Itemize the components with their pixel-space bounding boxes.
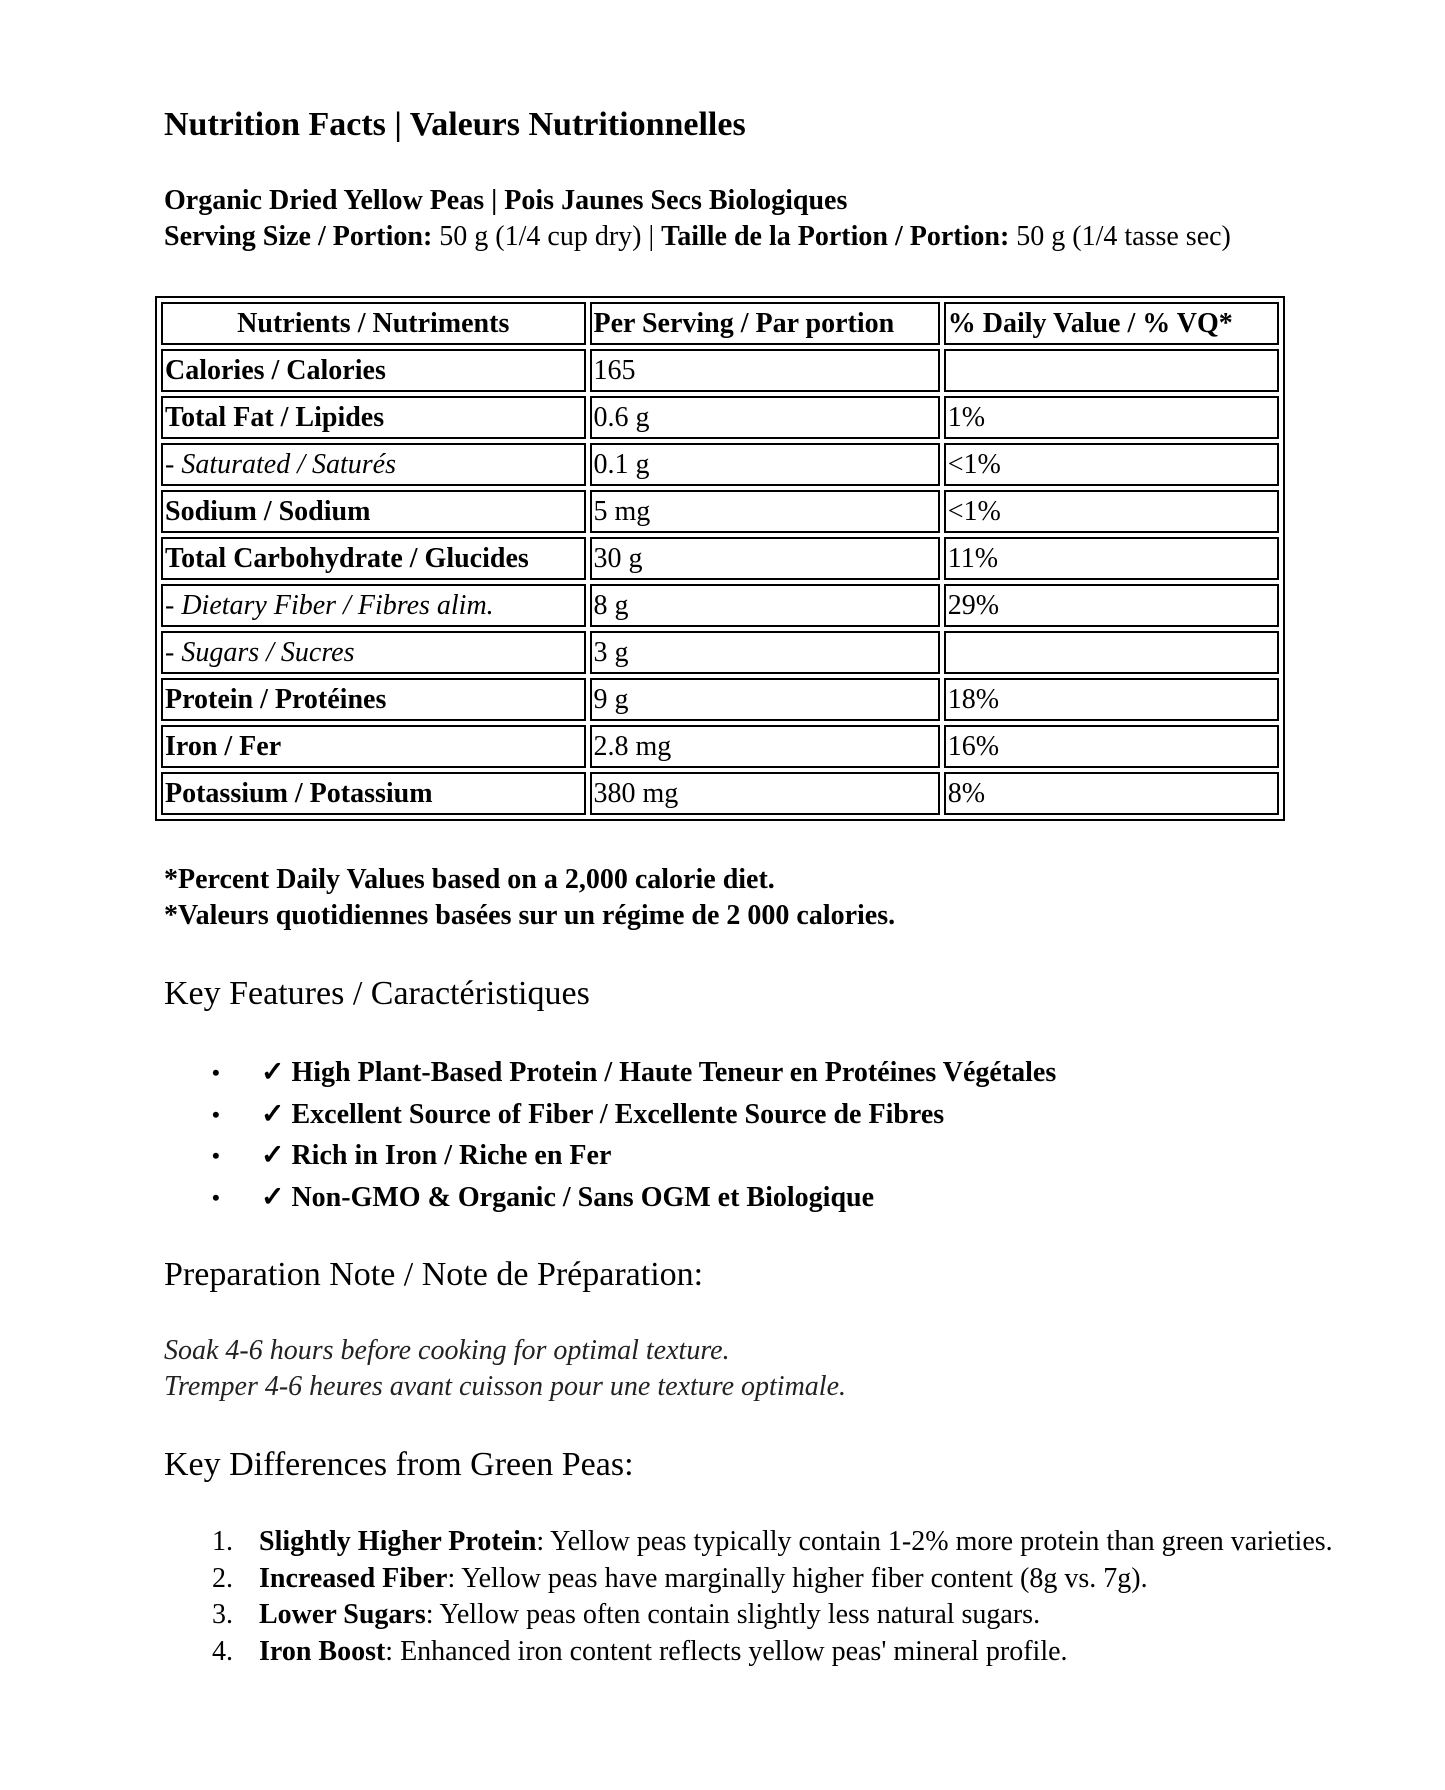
bullet-icon: • (212, 1184, 220, 1210)
item-number: 1. (212, 1526, 233, 1557)
nutrient-amount: 0.6 g (590, 396, 940, 439)
nutrient-dv: 8% (944, 772, 1279, 815)
nutrient-dv: 18% (944, 678, 1279, 721)
item-text: : Yellow peas often contain slightly less natural sugars. (425, 1599, 1041, 1630)
nutrient-amount: 30 g (590, 537, 940, 580)
list-item (164, 1524, 1384, 1561)
table-row (161, 443, 1279, 486)
table-header-row (161, 302, 1279, 345)
item-text: : Yellow peas have marginally higher fiber content (8g vs. 7g). (447, 1562, 1148, 1594)
nutrient-dv (944, 631, 1279, 674)
serving-value-en: 50 g (1/4 cup dry) | (432, 221, 662, 252)
feature-text: ✓ Excellent Source of Fiber / Excellente Source de Fibres (261, 1098, 945, 1130)
table-row (161, 772, 1279, 815)
item-term: Iron Boost (259, 1635, 386, 1667)
features-list (164, 1052, 1056, 1218)
serving-value-fr: 50 g (1/4 tasse sec) (1009, 221, 1231, 252)
bullet-icon: • (212, 1143, 220, 1168)
table-row (161, 537, 1279, 580)
nutrient-name: Protein / Protéines (161, 678, 586, 721)
list-item (164, 1177, 1056, 1219)
nutrient-amount: 2.8 mg (590, 725, 940, 768)
nutrient-amount: 0.1 g (590, 443, 940, 486)
footnote-en: *Percent Daily Values based on a 2,000 calorie diet. (164, 864, 775, 895)
table-row (161, 678, 1279, 721)
footnote-fr: *Valeurs quotidiennes basées sur un régime de 2 000 calories. (164, 900, 896, 931)
nutrient-name: - Dietary Fiber / Fibres alim. (161, 584, 586, 627)
differences-heading: Key Differences from Green Peas: (164, 1446, 634, 1483)
feature-text: ✓ Non-GMO & Organic / Sans OGM et Biologique (261, 1181, 875, 1213)
list-item (164, 1634, 1384, 1671)
nutrient-amount: 380 mg (590, 772, 940, 815)
bullet-icon: • (212, 1101, 220, 1127)
nutrient-amount: 3 g (590, 631, 940, 674)
list-item (164, 1597, 1384, 1634)
nutrient-name: Potassium / Potassium (161, 772, 586, 815)
nutrient-dv (944, 349, 1279, 392)
features-heading: Key Features / Caractéristiques (164, 975, 590, 1012)
table-row (161, 490, 1279, 533)
page-title: Nutrition Facts | Valeurs Nutritionnelles (164, 106, 746, 143)
header-daily-value: % Daily Value / % VQ* (944, 302, 1279, 345)
nutrient-name: Total Fat / Lipides (161, 396, 586, 439)
nutrient-amount: 8 g (590, 584, 940, 627)
nutrient-name: Sodium / Sodium (161, 490, 586, 533)
list-item (164, 1561, 1384, 1598)
list-item (164, 1052, 1056, 1094)
nutrient-amount: 5 mg (590, 490, 940, 533)
table-row (161, 349, 1279, 392)
nutrient-dv: 29% (944, 584, 1279, 627)
list-item (164, 1135, 1056, 1177)
item-number: 4. (212, 1635, 233, 1667)
item-term: Increased Fiber (259, 1562, 448, 1594)
bullet-icon: • (212, 1060, 220, 1085)
table-row (161, 631, 1279, 674)
nutrient-name: - Saturated / Saturés (161, 443, 586, 486)
nutrient-dv: <1% (944, 490, 1279, 533)
header-nutrients: Nutrients / Nutriments (161, 302, 586, 345)
header-per-serving: Per Serving / Par portion (590, 302, 940, 345)
serving-label-en: Serving Size / Portion: (164, 221, 433, 252)
item-number: 2. (212, 1562, 233, 1594)
item-text: : Yellow peas typically contain 1-2% more protein than green varieties. (536, 1526, 1333, 1557)
nutrient-name: Calories / Calories (161, 349, 586, 392)
nutrient-amount: 9 g (590, 678, 940, 721)
product-name: Organic Dried Yellow Peas | Pois Jaunes Secs Biologiques (164, 185, 848, 216)
serving-label-fr: Taille de la Portion / Portion: (661, 221, 1010, 252)
table-row (161, 584, 1279, 627)
nutrition-table (155, 296, 1285, 821)
nutrient-name: Total Carbohydrate / Glucides (161, 537, 586, 580)
nutrient-amount: 165 (590, 349, 940, 392)
differences-list (164, 1524, 1384, 1670)
feature-text: ✓ Rich in Iron / Riche en Fer (261, 1140, 612, 1171)
nutrient-dv: 16% (944, 725, 1279, 768)
table-row (161, 725, 1279, 768)
nutrient-dv: <1% (944, 443, 1279, 486)
preparation-heading: Preparation Note / Note de Préparation: (164, 1256, 704, 1293)
nutrient-name: Iron / Fer (161, 725, 586, 768)
nutrient-name: - Sugars / Sucres (161, 631, 586, 674)
serving-size (164, 221, 1231, 253)
table-row (161, 396, 1279, 439)
item-number: 3. (212, 1599, 233, 1630)
preparation-note-fr: Tremper 4-6 heures avant cuisson pour une texture optimale. (164, 1371, 847, 1402)
item-text: : Enhanced iron content reflects yellow peas' mineral profile. (385, 1635, 1068, 1667)
list-item (164, 1094, 1056, 1136)
nutrient-dv: 11% (944, 537, 1279, 580)
preparation-note-en: Soak 4-6 hours before cooking for optimal texture. (164, 1335, 730, 1366)
item-term: Lower Sugars (259, 1599, 426, 1630)
feature-text: ✓ High Plant-Based Protein / Haute Teneur en Protéines Végétales (261, 1057, 1057, 1088)
item-term: Slightly Higher Protein (259, 1526, 537, 1557)
nutrient-dv: 1% (944, 396, 1279, 439)
